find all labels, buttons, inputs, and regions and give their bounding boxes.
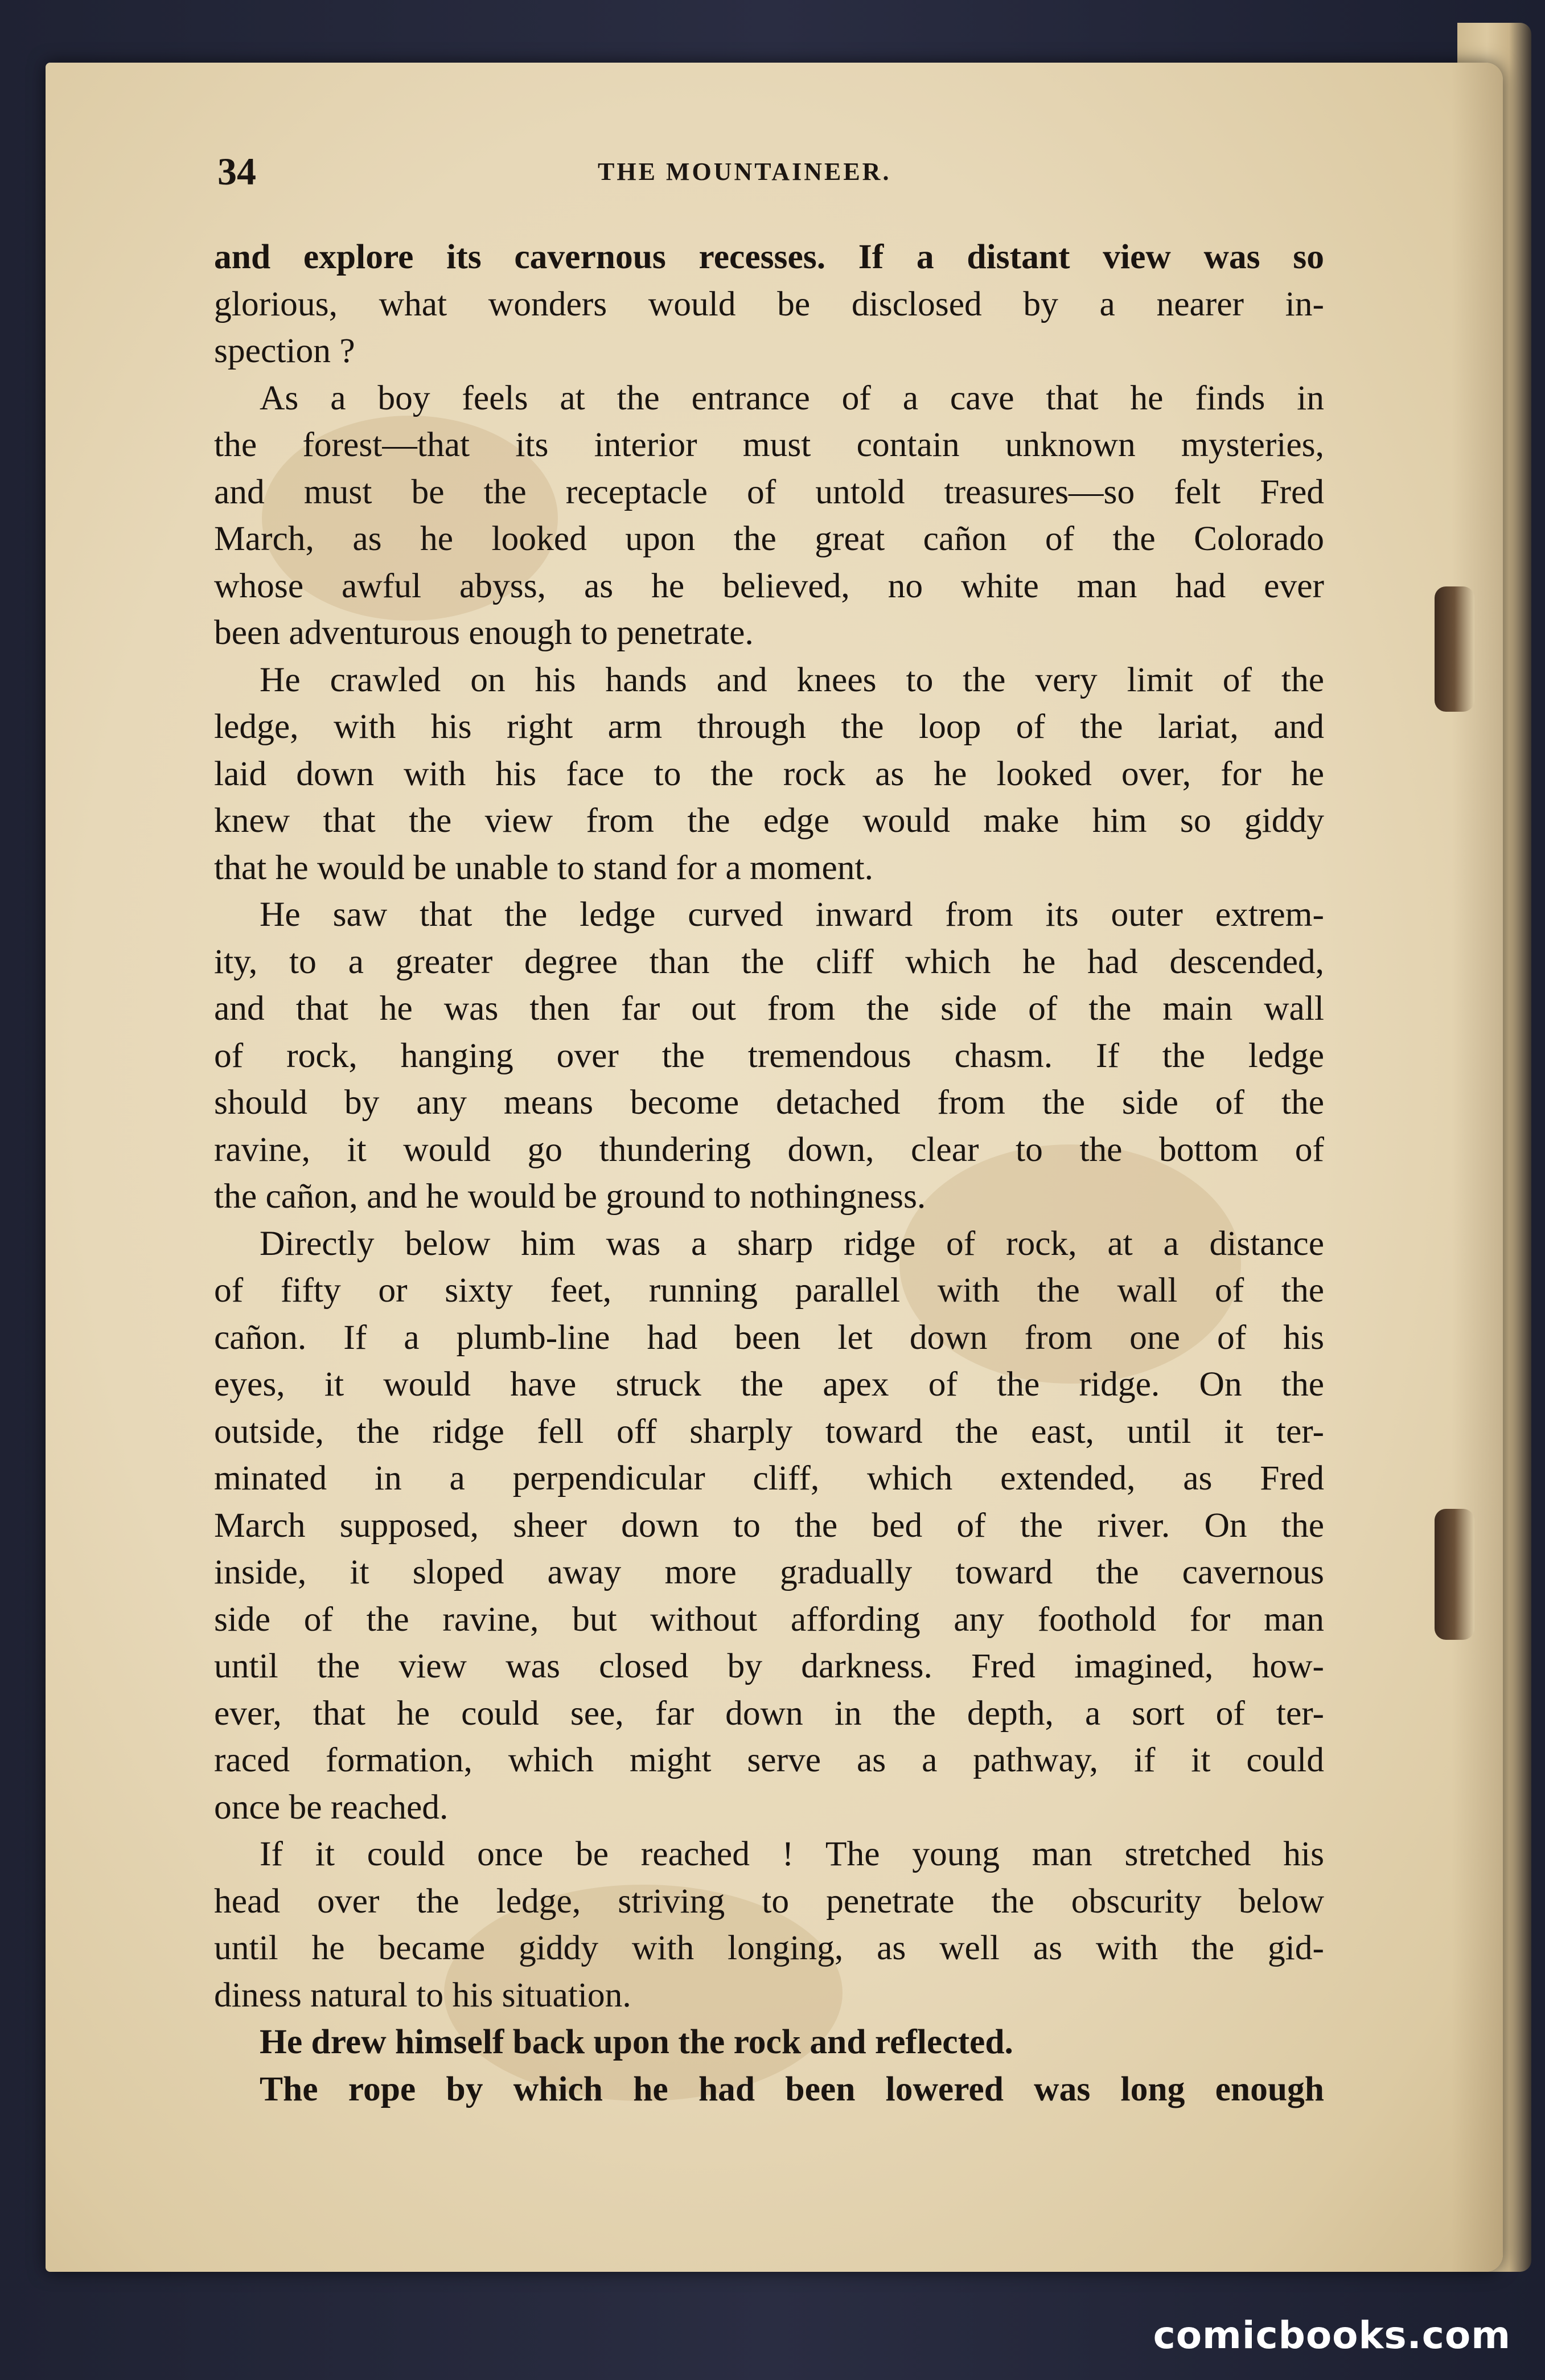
page-number: 34 (217, 150, 256, 193)
page-tear (1435, 1509, 1474, 1640)
text-line: ever, that he could see, far down in the depth, a sort of ter- (214, 1693, 1324, 1733)
text-line: spection ? (214, 331, 355, 370)
text-line: He crawled on his hands and knees to the very limit of the (260, 660, 1324, 699)
text-line: glorious, what wonders would be disclosed by a nearer in- (214, 284, 1324, 323)
text-line: minated in a perpendicular cliff, which extended, as Fred (214, 1459, 1324, 1497)
running-header (165, 149, 1326, 195)
text-line: cañon. If a plumb-line had been let down from one of his (214, 1318, 1324, 1357)
text-line: The rope by which he had been lowered was long enough (260, 2069, 1324, 2108)
text-line: If it could once be reached ! The young man stretched his (260, 1835, 1324, 1873)
text-line: As a boy feels at the entrance of a cave that he finds in (260, 378, 1324, 417)
text-line: ledge, with his right arm through the loop of the lariat, and (214, 707, 1324, 746)
body-text (214, 233, 1324, 2112)
text-line: until he became giddy with longing, as well as with the gid- (214, 1928, 1324, 1967)
text-line: Directly below him was a sharp ridge of rock, at a distance (260, 1224, 1324, 1263)
text-line: He drew himself back upon the rock and reflected. (260, 2022, 1013, 2061)
text-line: whose awful abyss, as he believed, no white man had ever (214, 566, 1324, 605)
text-line: March supposed, sheer down to the bed of the river. On the (214, 1505, 1324, 1545)
text-line: head over the ledge, striving to penetrate the obscurity below (214, 1881, 1324, 1921)
text-line: diness natural to his situation. (214, 1975, 631, 2014)
text-line: been adventurous enough to penetrate. (214, 613, 754, 652)
text-line: and must be the receptacle of untold treasures—so felt Fred (214, 472, 1324, 511)
text-line: March, as he looked upon the great cañon of the Colorado (214, 519, 1324, 558)
text-line: ravine, it would go thundering down, clear to the bottom of (214, 1130, 1324, 1169)
page-tear (1435, 586, 1474, 712)
text-line: and that he was then far out from the side of the main wall (214, 989, 1324, 1028)
text-line: side of the ravine, but without affording any foothold for man (214, 1599, 1324, 1639)
text-line: of fifty or sixty feet, running parallel with the wall of the (214, 1271, 1324, 1310)
running-title: THE MOUNTAINEER. (598, 158, 891, 186)
text-line: inside, it sloped away more gradually toward the cavernous (214, 1553, 1324, 1591)
watermark: comicbooks.com (1153, 2313, 1511, 2357)
text-line: should by any means become detached from the side of the (214, 1083, 1324, 1122)
text-line: the forest—that its interior must contain unknown mysteries, (214, 425, 1324, 464)
text-line: ity, to a greater degree than the cliff which he had descended, (214, 942, 1324, 981)
text-line: eyes, it would have struck the apex of the ridge. On the (214, 1365, 1324, 1404)
text-line: of rock, hanging over the tremendous chasm. If the ledge (214, 1036, 1324, 1075)
text-line: knew that the view from the edge would make him so giddy (214, 801, 1324, 840)
text-line: outside, the ridge fell off sharply toward the east, until it ter- (214, 1411, 1324, 1451)
text-line: and explore its cavernous recesses. If a distant view was so (214, 237, 1324, 276)
text-line: once be reached. (214, 1787, 449, 1827)
text-line: raced formation, which might serve as a pathway, if it could (214, 1741, 1324, 1779)
text-line: the cañon, and he would be ground to nothingness. (214, 1177, 926, 1216)
text-line: that he would be unable to stand for a moment. (214, 848, 873, 887)
text-line: He saw that the ledge curved inward from its outer extrem- (260, 895, 1324, 934)
text-line: until the view was closed by darkness. Fred imagined, how- (214, 1647, 1324, 1685)
text-line: laid down with his face to the rock as he looked over, for he (214, 754, 1324, 793)
